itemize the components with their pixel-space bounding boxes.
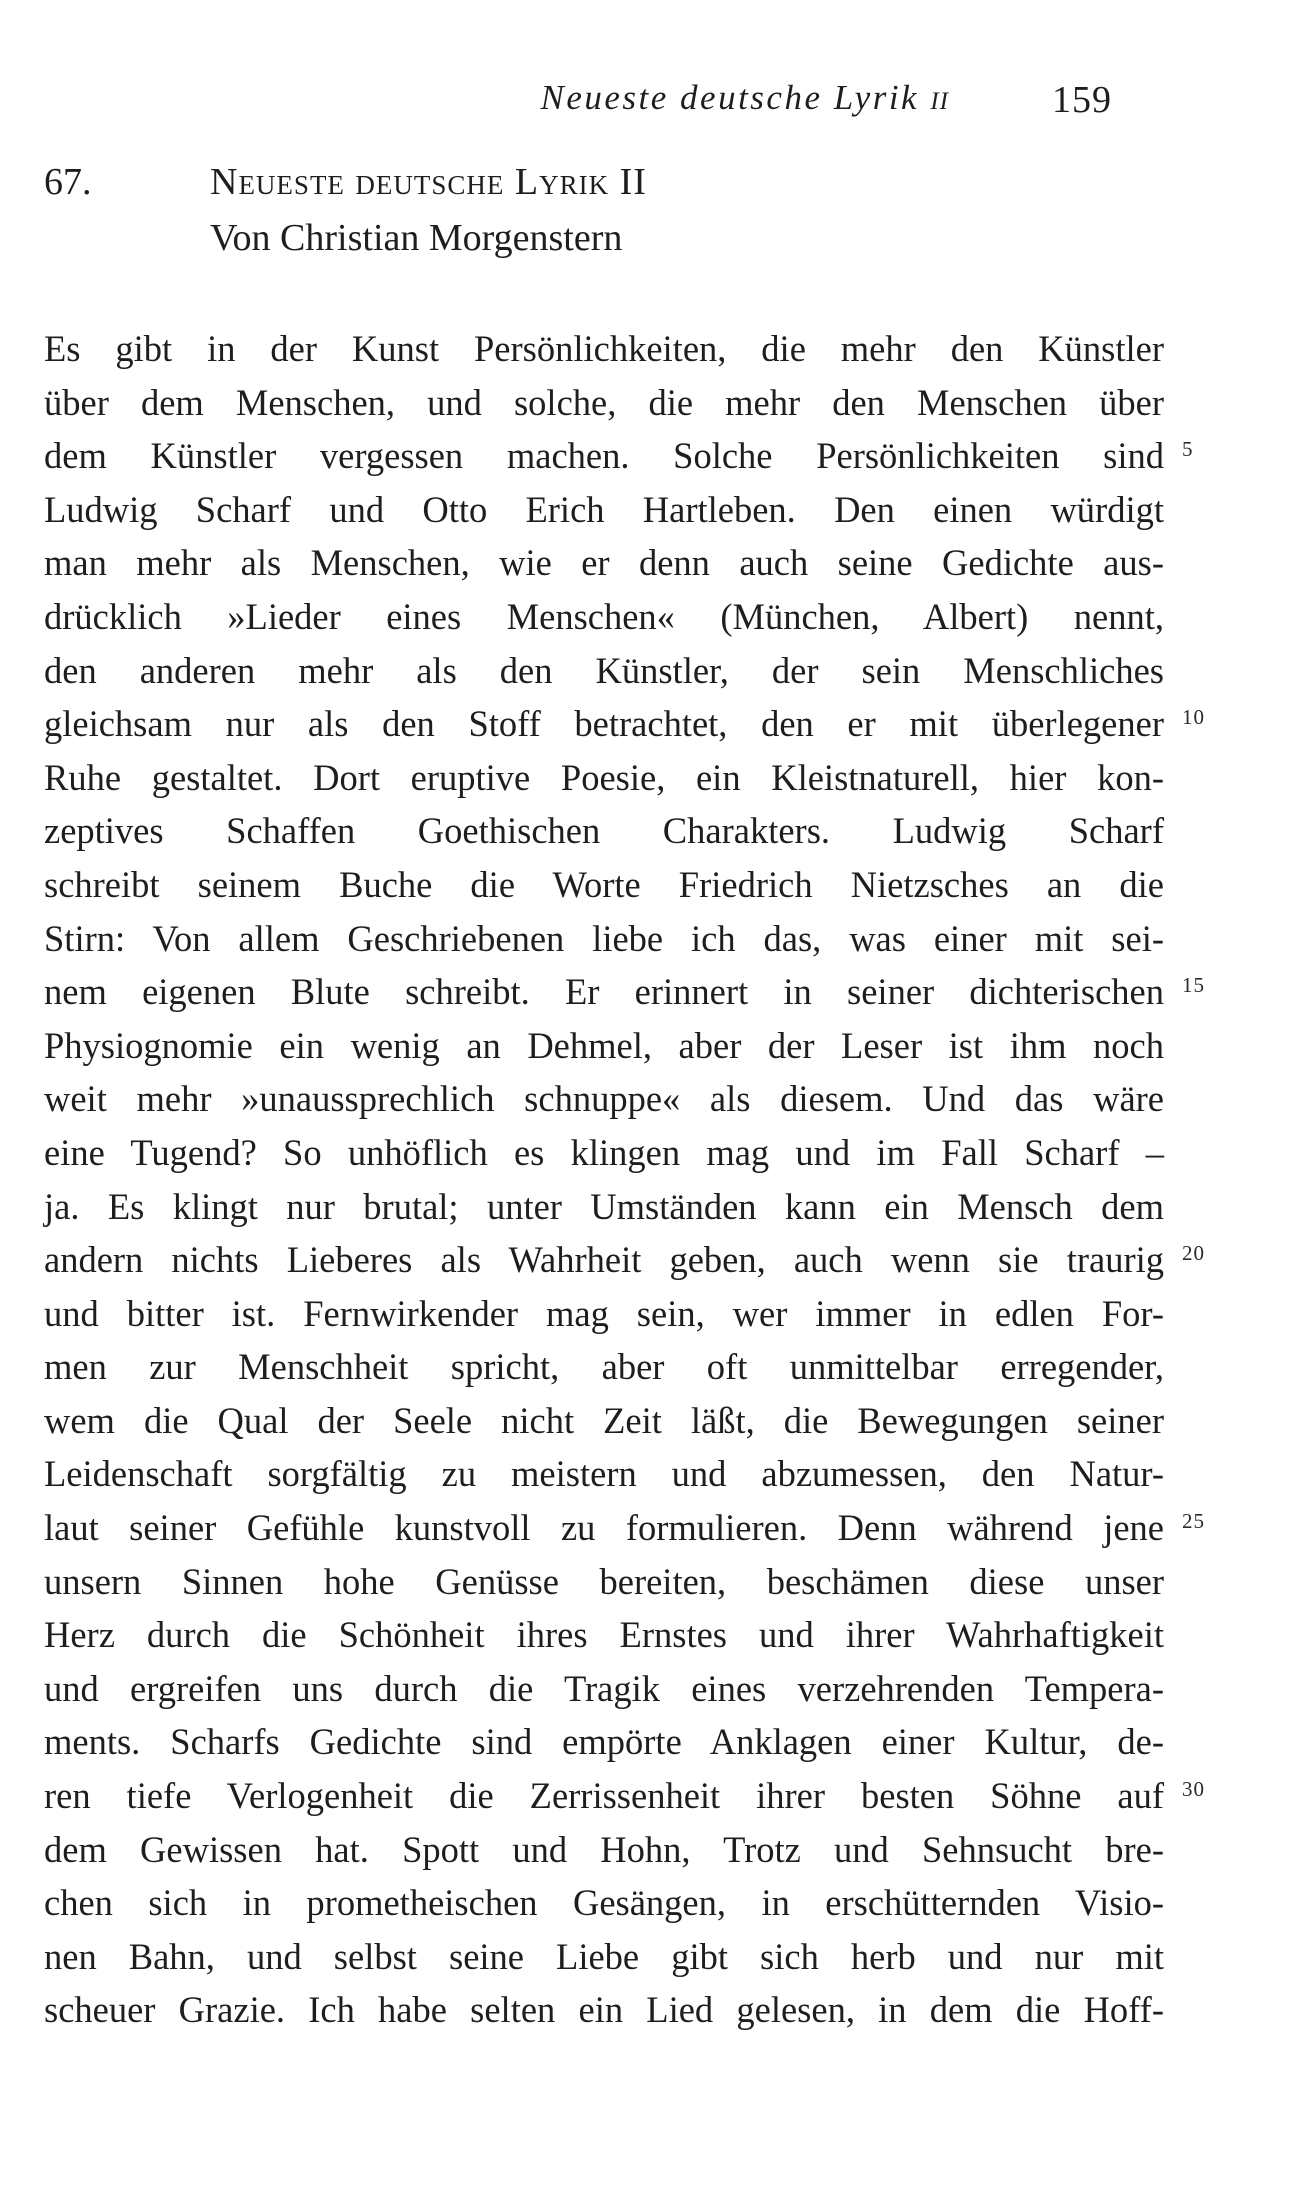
line-number: 5 <box>1182 437 1194 462</box>
text-line: dem Künstler vergessen machen. Solche Persönlichkeiten sind <box>44 435 1164 477</box>
text-line: dem Gewissen hat. Spott und Hohn, Trotz und Sehnsucht bre- <box>44 1828 1164 1870</box>
text-line: über dem Menschen, und solche, die mehr den Menschen über <box>44 381 1164 423</box>
line-number: 15 <box>1182 973 1205 998</box>
text-line: und bitter ist. Fernwirkender mag sein, wer immer in edlen For- <box>44 1292 1164 1334</box>
text-line: ments. Scharfs Gedichte sind empörte Anklagen einer Kultur, de- <box>44 1721 1164 1763</box>
body-text <box>44 322 1205 2037</box>
text-line: ren tiefe Verlogenheit die Zerrissenheit ihrer besten Söhne auf <box>44 1775 1164 1817</box>
text-line: Es gibt in der Kunst Persönlichkeiten, die mehr den Künstler <box>44 328 1164 369</box>
text-line: drücklich »Lieder eines Menschen« (München, Albert) nennt, <box>44 595 1164 637</box>
text-line: men zur Menschheit spricht, aber oft unmittelbar erregender, <box>44 1346 1164 1388</box>
text-line: gleichsam nur als den Stoff betrachtet, den er mit überlegener <box>44 703 1164 745</box>
text-line: ja. Es klingt nur brutal; unter Umständen kann ein Mensch dem <box>44 1185 1164 1227</box>
text-line: nen Bahn, und selbst seine Liebe gibt sich herb und nur mit <box>44 1935 1164 1977</box>
running-head-title-suffix: II <box>930 88 949 115</box>
text-line: laut seiner Gefühle kunstvoll zu formulieren. Denn während jene <box>44 1507 1164 1549</box>
text-line: unsern Sinnen hohe Genüsse bereiten, beschämen diese unser <box>44 1560 1164 1602</box>
text-line: Leidenschaft sorgfältig zu meistern und abzumessen, den Natur- <box>44 1453 1164 1495</box>
article-author: Von Christian Morgenstern <box>210 217 623 259</box>
text-line: scheuer Grazie. Ich habe selten ein Lied gelesen, in dem die Hoff- <box>44 1989 1164 2031</box>
line-number: 20 <box>1182 1241 1205 1266</box>
line-number: 25 <box>1182 1509 1205 1534</box>
line-number: 10 <box>1182 705 1205 730</box>
line-number: 30 <box>1182 1777 1205 1802</box>
text-line: chen sich in prometheischen Gesängen, in erschütternden Visio- <box>44 1882 1164 1924</box>
article-number: 67. <box>44 161 92 203</box>
text-line: weit mehr »unaussprechlich schnuppe« als diesem. Und das wäre <box>44 1078 1164 1120</box>
text-line: Herz durch die Schönheit ihres Ernstes und ihrer Wahrhaftigkeit <box>44 1614 1164 1656</box>
text-line: zeptives Schaffen Goethischen Charakters. Ludwig Scharf <box>44 810 1164 852</box>
text-line: eine Tugend? So unhöflich es klingen mag und im Fall Scharf – <box>44 1131 1164 1173</box>
text-line: den anderen mehr als den Künstler, der sein Menschliches <box>44 649 1164 691</box>
text-line: und ergreifen uns durch die Tragik eines verzehrenden Tempera- <box>44 1667 1164 1709</box>
running-head <box>0 78 1294 128</box>
running-head-title <box>541 78 950 118</box>
text-line: andern nichts Lieberes als Wahrheit geben, auch wenn sie traurig <box>44 1239 1164 1281</box>
article-title: Neueste deutsche Lyrik II <box>210 161 647 203</box>
running-head-title-text: Neueste deutsche Lyrik <box>540 78 920 117</box>
text-line: wem die Qual der Seele nicht Zeit läßt, die Bewegungen seiner <box>44 1399 1164 1441</box>
text-line: schreibt seinem Buche die Worte Friedrich Nietzsches an die <box>44 863 1164 905</box>
page-number: 159 <box>1052 79 1112 121</box>
text-line: Ludwig Scharf und Otto Erich Hartleben. Den einen würdigt <box>44 488 1164 530</box>
text-line: Ruhe gestaltet. Dort eruptive Poesie, ein Kleistnaturell, hier kon- <box>44 756 1164 798</box>
text-line: Stirn: Von allem Geschriebenen liebe ich das, was einer mit sei- <box>44 917 1164 959</box>
text-line: man mehr als Menschen, wie er denn auch seine Gedichte aus- <box>44 542 1164 584</box>
text-line: Physiognomie ein wenig an Dehmel, aber der Leser ist ihm noch <box>44 1024 1164 1066</box>
text-line: nem eigenen Blute schreibt. Er erinnert in seiner dichterischen <box>44 971 1164 1013</box>
